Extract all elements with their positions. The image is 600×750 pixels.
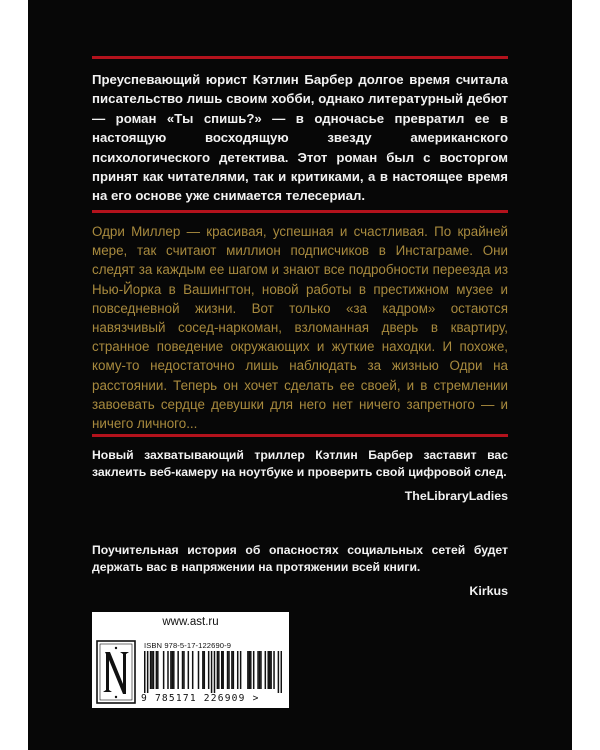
isbn-text: ISBN 978-5-17-122690-9	[144, 641, 232, 650]
divider-middle	[92, 210, 508, 213]
barcode-bar	[247, 651, 249, 689]
barcode-number: 9 785171 226909 >	[141, 693, 260, 704]
barcode-bar	[227, 651, 229, 689]
synopsis-paragraph: Одри Миллер — красивая, успешная и счастливая. По крайней мере, так считают миллион подписчиков в Инстаграме. Они следят за каждым ее шагом и знают все подробности переезда из Нью-Йорка в Вашингтон, новой работы в престижном музее и повседневной жизни. Вот только «за кадром» остаются навязчивый сосед-наркоман, взломанная дверь в квартиру, странное поведение окружающих и жуткие находки. И похоже, кому-то недостаточно лишь наблюдать за жизнью Одри на расстоянии. Теперь он хочет сделать ее своей, и в стремлении завоевать сердце девушки для него нет ничего запретного — и ничего личного...	[92, 224, 508, 432]
barcode-bar	[265, 651, 267, 689]
barcode-bar	[157, 651, 159, 689]
barcode-bar	[173, 651, 175, 689]
review-quote-1: Новый захватывающий триллер Кэтлин Барбер заставит вас заклеить веб-камеру на ноутбуке и проверить свой цифровой след.	[92, 448, 508, 480]
barcode-bar	[198, 651, 200, 689]
barcode-bar	[151, 651, 153, 689]
barcode-bar	[218, 651, 220, 689]
divider-bottom	[92, 434, 508, 437]
publisher-logo-icon	[96, 640, 136, 704]
barcode-bar	[249, 651, 251, 689]
barcode-bar	[156, 651, 158, 689]
barcode-bar	[221, 651, 223, 689]
barcode-bar	[202, 651, 204, 689]
barcode-bar	[250, 651, 252, 689]
barcode-bar	[204, 651, 206, 689]
barcode-bar	[144, 651, 146, 693]
barcode-bar	[147, 651, 149, 693]
barcode-bar	[150, 651, 152, 689]
barcode-bar	[208, 651, 210, 689]
barcode-bar	[237, 651, 239, 689]
barcode-bar	[231, 651, 233, 689]
barcode-bar	[233, 651, 235, 689]
barcode-bar	[273, 651, 275, 689]
barcode-bar	[269, 651, 271, 689]
review-source-1: TheLibraryLadies	[404, 489, 508, 503]
barcode-bar	[211, 651, 213, 693]
barcode-bar	[177, 651, 179, 689]
barcode-bar	[240, 651, 242, 689]
barcode-bar	[214, 651, 216, 693]
barcode-bar	[217, 651, 219, 689]
barcode-bar	[172, 651, 174, 689]
barcode-bar	[253, 651, 255, 689]
review-quote-2: Поучительная история об опасностях социальных сетей будет держать вас в напряжении на протяжении всей книги.	[92, 543, 508, 575]
review-source-2: Kirkus	[469, 584, 508, 598]
barcode-bar	[170, 651, 172, 689]
barcode-bar	[257, 651, 259, 689]
barcode-bar	[188, 651, 190, 689]
about-author-paragraph: Преуспевающий юрист Кэтлин Барбер долгое время считала писательство лишь своим хобби, однако литературный дебют — роман «Ты спишь?» — в одночасье превратил ее в настоящую восходящую звезду американского психологического детектива. Этот роман был с восторгом принят как читателями, так и критиками, а в настоящее время на его основе уже снимается телесериал.	[92, 72, 508, 204]
barcode-bar	[192, 651, 194, 689]
barcode-bar	[281, 651, 282, 693]
barcode-bar	[259, 651, 261, 689]
barcode-bar	[163, 651, 165, 689]
barcode-graphic	[144, 651, 282, 693]
barcode-bar	[228, 651, 230, 689]
barcode-bar	[183, 651, 185, 689]
barcode-bar	[182, 651, 184, 689]
barcode-bar	[153, 651, 155, 689]
barcode-bar	[222, 651, 224, 689]
barcode-bar	[167, 651, 169, 689]
barcode-bar	[260, 651, 262, 689]
barcode-bar	[267, 651, 269, 689]
publisher-info-box	[92, 612, 289, 708]
barcode-bar	[278, 651, 280, 693]
divider-top	[92, 56, 508, 59]
publisher-website[interactable]: www.ast.ru	[162, 616, 219, 628]
barcode-bar	[270, 651, 272, 689]
